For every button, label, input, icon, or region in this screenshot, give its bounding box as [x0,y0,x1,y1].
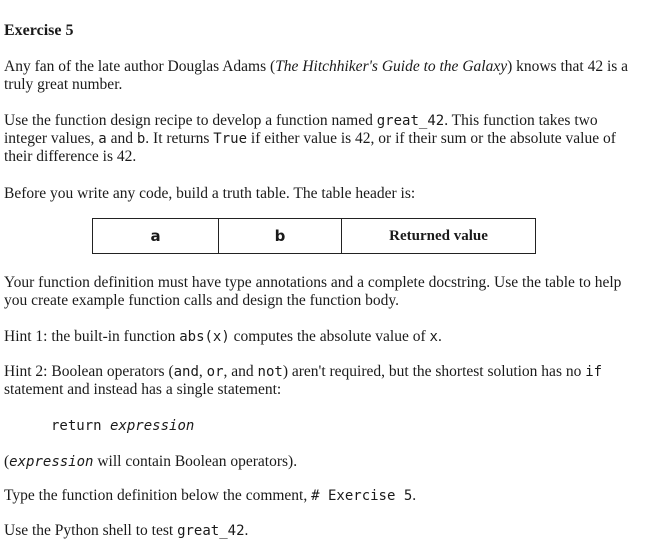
header-returned-value: Returned value [342,219,536,254]
truth-table [92,218,536,254]
function-name: great_42 [376,113,445,129]
shell-test-instruction: Use the Python shell to test great_42. [4,522,249,539]
header-b: b [219,219,342,254]
hint-2: Hint 2: Boolean operators (and, or, and not) aren't required, but the shortest solution has no if statement and instead has a single statement: [4,363,603,398]
type-definition-instruction: Type the function definition below the comment, # Exercise 5. [4,487,417,504]
truth-table-header-row [93,219,536,254]
truth-table-instruction: Before you write any code, build a truth table. The table header is: [4,185,416,202]
task-paragraph: Use the function design recipe to develop a function named great_42. This function takes two integer values, a and b. It returns True if either value is 42, or if their sum or the absolute value of their difference is 42. [4,112,616,165]
code-example: return expression [51,418,195,434]
docstring-paragraph: Your function definition must have type annotations and a complete docstring. Use the table to help you create example function calls and design the function body. [4,274,622,309]
book-title: The Hitchhiker's Guide to the Galaxy [275,58,508,75]
header-a: a [93,219,219,254]
expression-note: (expression will contain Boolean operators). [4,453,298,470]
intro-paragraph: Any fan of the late author Douglas Adams (The Hitchhiker's Guide to the Galaxy) knows that 42 is a truly great number. [4,58,629,93]
hint-1: Hint 1: the built-in function abs(x) computes the absolute value of x. [4,328,442,345]
exercise-title: Exercise 5 [4,22,74,39]
